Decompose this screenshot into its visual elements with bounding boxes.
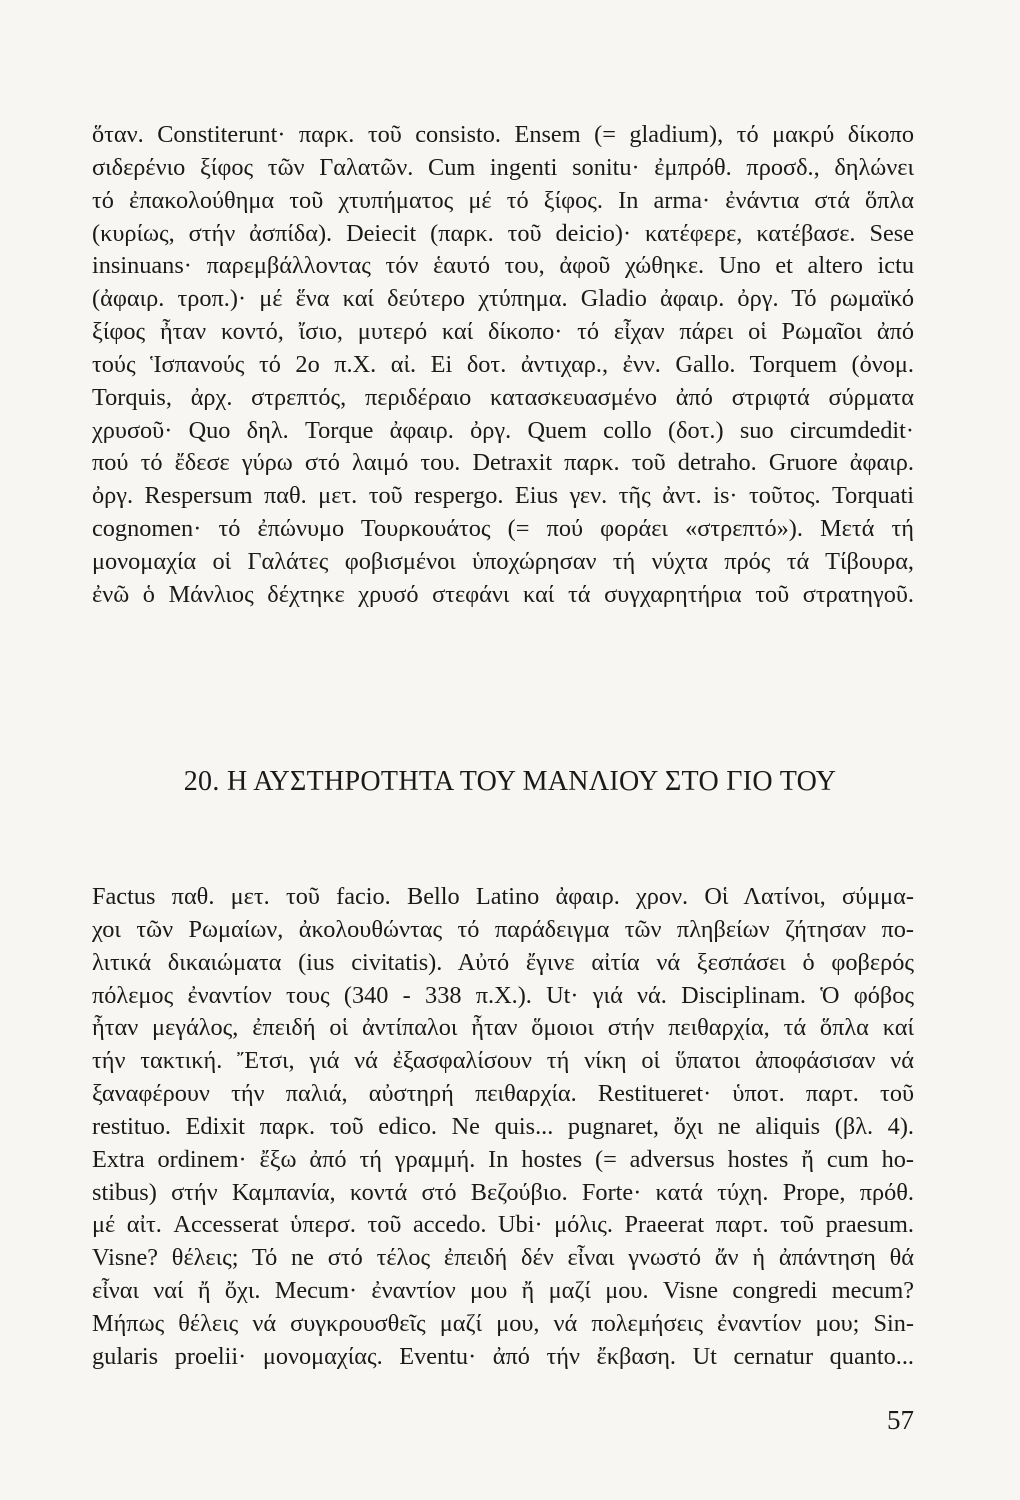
text-line: stibus) στήν Καμπανία, κοντά στό Βεζούβιο. Forte· κατά τύχη. Prope, πρόθ. <box>92 1178 914 1206</box>
text-line: ἦταν μεγάλος, ἐπειδή οἱ ἀντίπαλοι ἦταν ὅμοιοι στήν πειθαρχία, τά ὅπλα καί <box>92 1014 914 1042</box>
text-line: Μήπως θέλεις νά συγκρουσθεῖς μαζί μου, νά πολεμήσεις ἐναντίον μου; Sin- <box>92 1309 914 1337</box>
text-line: ξαναφέρουν τήν παλιά, αὐστηρή πειθαρχία. Restitueret· ὑποτ. παρτ. τοῦ <box>92 1080 914 1108</box>
text-line: λιτικά δικαιώματα (ius civitatis). Αὐτό ἔγινε αἰτία νά ξεσπάσει ὁ φοβερός <box>92 948 914 976</box>
text-line: μονομαχία οἱ Γαλάτες φοβισμένοι ὑποχώρησαν τή νύχτα πρός τά Τίβουρα, <box>92 547 914 575</box>
text-line: insinuans· παρεμβάλλοντας τόν ἑαυτό του, ἀφοῦ χώθηκε. Uno et altero ictu <box>92 252 914 280</box>
text-line: ὅταν. Constiterunt· παρκ. τοῦ consisto. Ensem (= gladium), τό μακρύ δίκοπο <box>92 121 914 148</box>
text-line: ξίφος ἦταν κοντό, ἴσιο, μυτερό καί δίκοπο· τό εἶχαν πάρει οἱ Ρωμαῖοι ἀπό <box>92 318 914 346</box>
text-line: ὀργ. Respersum παθ. μετ. τοῦ respergo. Eius γεν. τῆς ἀντ. is· τοῦτος. Torquati <box>92 482 914 510</box>
text-line: πού τό ἔδεσε γύρω στό λαιμό του. Detraxit παρκ. τοῦ detraho. Gruore ἀφαιρ. <box>92 449 914 477</box>
text-line: χρυσοῦ· Quo δηλ. Torque ἀφαιρ. ὀργ. Quem collo (δοτ.) suo circumdedit· <box>92 416 914 444</box>
text-line: τούς Ἱσπανούς τό 2ο π.Χ. αἰ. Ei δοτ. ἀντιχαρ., ἐνν. Gallo. Torquem (ὀνομ. <box>92 350 914 378</box>
text-line: πόλεμος ἐναντίον τους (340 - 338 π.Χ.). Ut· γιά νά. Disciplinam. Ὁ φόβος <box>92 981 914 1009</box>
text-line: τό ἐπακολούθημα τοῦ χτυπήματος μέ τό ξίφος. In arma· ἐνάντια στά ὅπλα <box>92 186 914 214</box>
text-line: τήν τακτική. Ἔτσι, γιά νά ἐξασφαλίσουν τή νίκη οἱ ὕπατοι ἀποφάσισαν νά <box>92 1047 914 1075</box>
text-line: εἶναι ναί ἤ ὄχι. Mecum· ἐναντίον μου ἤ μαζί μου. Visne congredi mecum? <box>92 1277 914 1305</box>
text-line: gularis proelii· μονομαχίας. Eventu· ἀπό τήν ἔκβαση. Ut cernatur quanto... <box>92 1342 914 1370</box>
commentary-paragraph-2 <box>92 881 914 1374</box>
text-line: cognomen· τό ἐπώνυμο Τουρκουάτος (= πού φοράει «στρεπτό»). Μετά τή <box>92 515 914 543</box>
text-line: restituo. Edixit παρκ. τοῦ edico. Ne quis... pugnaret, ὄχι ne aliquis (βλ. 4). <box>92 1112 914 1140</box>
text-line: (ἀφαιρ. τροπ.)· μέ ἕνα καί δεύτερο χτύπημα. Gladio ἀφαιρ. ὀργ. Τό ρωμαϊκό <box>92 285 914 313</box>
text-line: Factus παθ. μετ. τοῦ facio. Bello Latino ἀφαιρ. χρον. Οἱ Λατίνοι, σύμμα- <box>92 883 914 910</box>
text-line: Torquis, ἀρχ. στρεπτός, περιδέραιο κατασκευασμένο ἀπό στριφτά σύρματα <box>92 383 914 411</box>
text-line: (κυρίως, στήν ἀσπίδα). Deiecit (παρκ. τοῦ deicio)· κατέφερε, κατέβασε. Sese <box>92 219 914 247</box>
text-line: μέ αἰτ. Accesserat ὑπερσ. τοῦ accedo. Ubi· μόλις. Praeerat παρτ. τοῦ praesum. <box>92 1211 914 1239</box>
text-line: Extra ordinem· ἔξω ἀπό τή γραμμή. In hostes (= adversus hostes ἤ cum ho- <box>92 1145 914 1173</box>
section-heading: 20. Η ΑΥΣΤΗΡΟΤΗΤΑ ΤΟΥ ΜΑΝΛΙΟΥ ΣΤΟ ΓΙΟ ΤΟΥ <box>183 766 837 797</box>
text-line: χοι τῶν Ρωμαίων, ἀκολουθώντας τό παράδειγμα τῶν πληβείων ζήτησαν πο- <box>92 915 914 943</box>
commentary-paragraph-1 <box>92 119 914 612</box>
text-line: Visne? θέλεις; Τό ne στό τέλος ἐπειδή δέν εἶναι γνωστό ἄν ἡ ἀπάντηση θά <box>92 1244 914 1272</box>
text-line: ἐνῶ ὁ Μάνλιος δέχτηκε χρυσό στεφάνι καί τά συγχαρητήρια τοῦ στρατηγοῦ. <box>92 580 914 608</box>
page-number: 57 <box>887 1405 914 1435</box>
text-line: σιδερένιο ξίφος τῶν Γαλατῶν. Cum ingenti sonitu· ἐμπρόθ. προσδ., δηλώνει <box>92 153 914 181</box>
